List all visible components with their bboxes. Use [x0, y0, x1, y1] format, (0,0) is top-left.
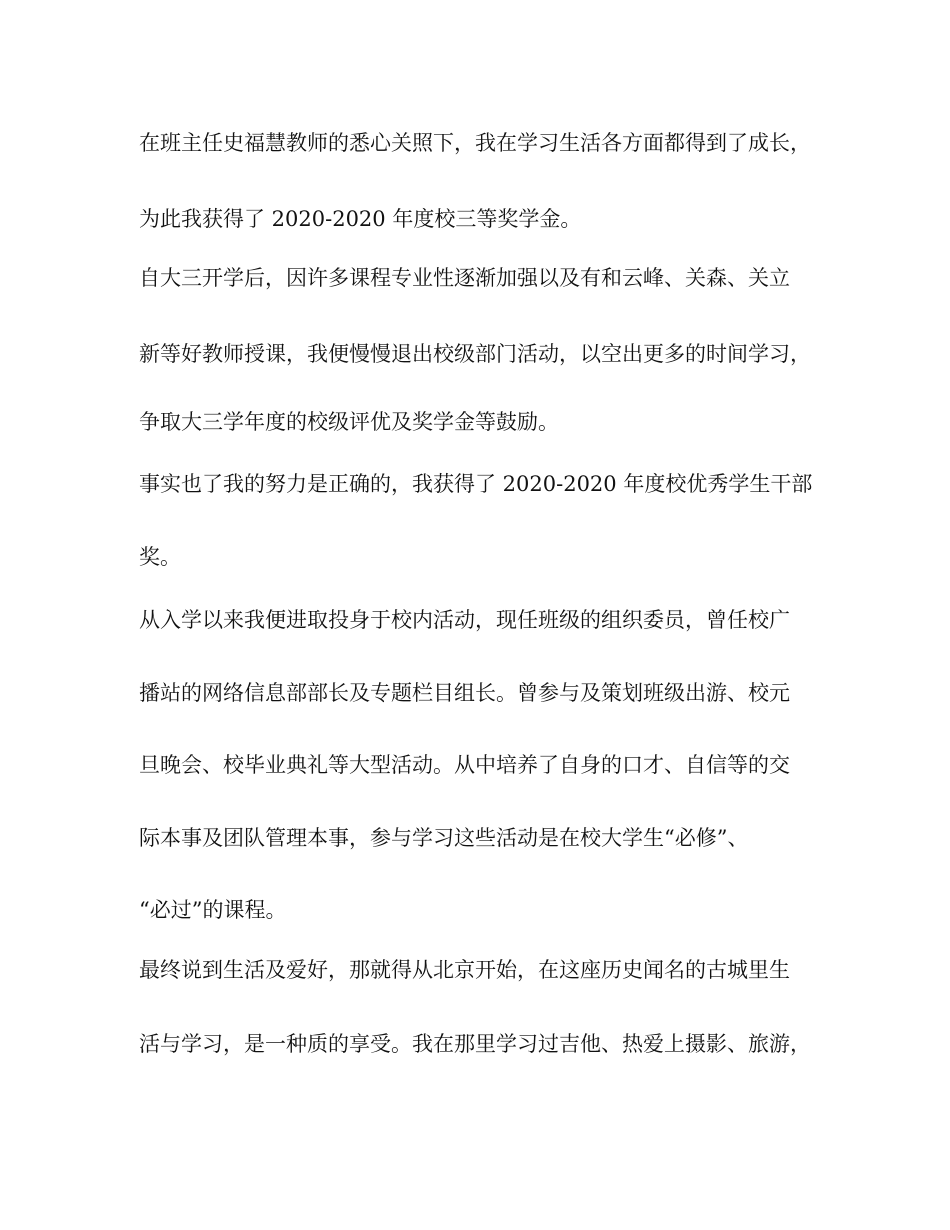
- text-line: 奖。: [139, 545, 181, 569]
- text-line: 为此我获得了 2020-2020 年度校三等奖学金。: [139, 207, 582, 231]
- text-line: 自大三开学后，因许多课程专业性逐渐加强以及有和云峰、关森、关立: [139, 266, 790, 290]
- text-line: 播站的网络信息部部长及专题栏目组长。曾参与及策划班级出游、校元: [139, 681, 790, 705]
- text-line: “必过”的课程。: [139, 898, 287, 922]
- text-line: 旦晚会、校毕业典礼等大型活动。从中培养了自身的口才、自信等的交: [139, 753, 790, 777]
- text-line: 活与学习，是一种质的享受。我在那里学习过吉他、热爱上摄影、旅游，: [139, 1032, 811, 1056]
- text-line: 最终说到生活及爱好，那就得从北京开始，在这座历史闻名的古城里生: [139, 958, 790, 982]
- text-line: 事实也了我的努力是正确的，我获得了 2020-2020 年度校优秀学生干部: [139, 472, 813, 496]
- text-line: 际本事及团队管理本事，参与学习这些活动是在校大学生“必修”、: [139, 826, 749, 850]
- text-line: 从入学以来我便进取投身于校内活动，现任班级的组织委员，曾任校广: [139, 608, 790, 632]
- text-line: 在班主任史福慧教师的悉心关照下，我在学习生活各方面都得到了成长，: [139, 131, 811, 155]
- text-line: 新等好教师授课，我便慢慢退出校级部门活动，以空出更多的时间学习，: [139, 342, 811, 366]
- text-line: 争取大三学年度的校级评优及奖学金等鼓励。: [139, 410, 559, 434]
